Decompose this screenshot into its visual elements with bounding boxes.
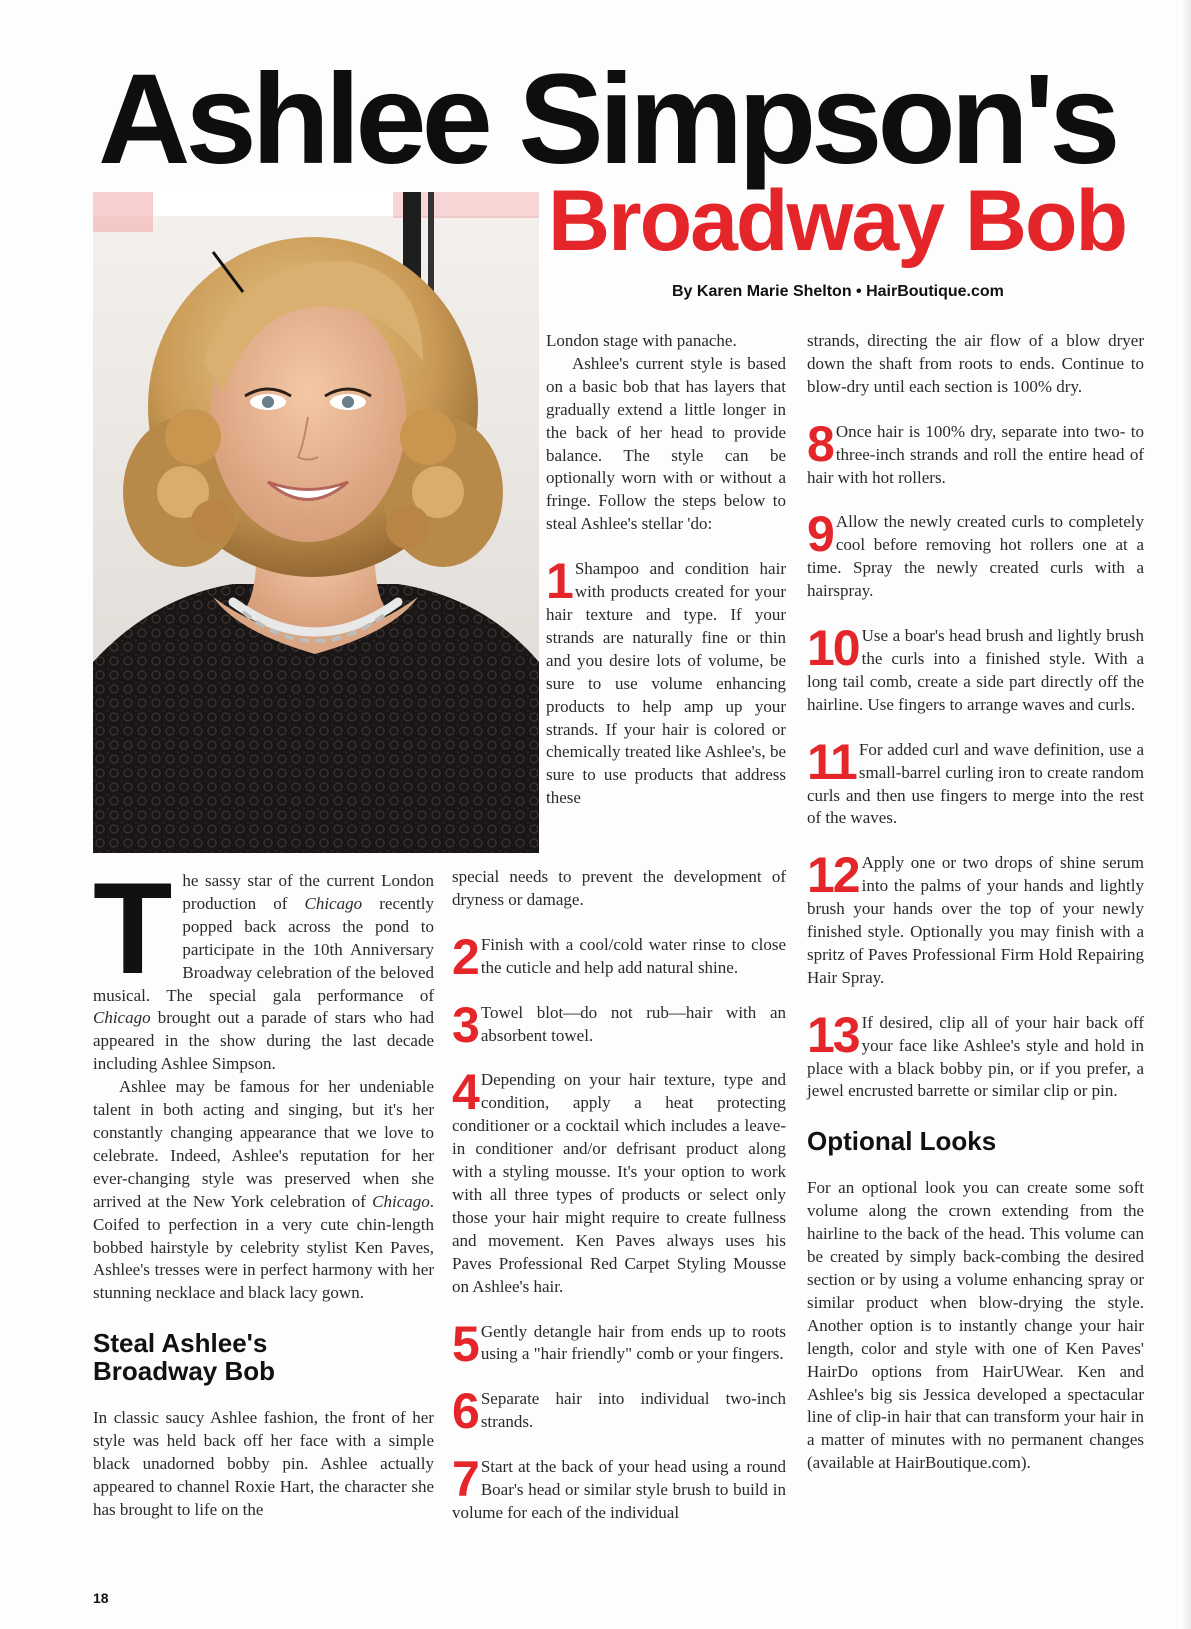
- step-number: 1: [546, 553, 572, 610]
- portrait-photo: [93, 192, 539, 853]
- intro-italic-1: Chicago: [304, 893, 363, 913]
- step-4: [452, 1064, 786, 1298]
- column-middle-top: [546, 330, 786, 810]
- step-number: 12: [807, 847, 859, 904]
- step-number: 13: [807, 1006, 859, 1063]
- intro-paragraph: [93, 855, 434, 1076]
- step-10: [807, 620, 1144, 717]
- page-number: 18: [93, 1590, 109, 1606]
- step-9: [807, 506, 1144, 603]
- step-text: Depending on your hair texture, type and condition, apply a heat protecting conditioner or a cocktail which includes a leave-in conditioner and/or defrisant product along with a styling mousse. It's your option to work with all three types of products or select only those your hair might require to create fullness and movement. Ken Paves always uses his Paves Professional Red Carpet Styling Mousse on Ashlee's hair.: [452, 1070, 786, 1296]
- step-2: [452, 928, 786, 985]
- step-8: [807, 415, 1144, 490]
- drop-cap: T: [93, 855, 173, 1001]
- optional-paragraph: For an optional look you can create some soft volume along the crown extending from the hairline to the back of the head. This volume can be created by simply back-combing the desired section or by using a volume enhancing spray or similar product when blow-drying the style. Another option is to instantly change your hair length, color and style with one of Ken Paves' HairDo options from HairUWear. Ken and Ashlee's big sis Jessica developed a spectacular line of clip-in hair that can transform your hair in a matter of minutes with no permanent changes (available at HairBoutique.com).: [807, 1178, 1144, 1473]
- step-number: 11: [807, 733, 856, 790]
- byline: By Karen Marie Shelton • HairBoutique.com: [672, 283, 1004, 300]
- intro-text-1: he sassy star of the current London production of: [182, 871, 434, 913]
- step-text: Towel blot—do not rub—hair with an absorbent towel.: [480, 1002, 786, 1045]
- step-text: Allow the newly created curls to completely cool before removing hot rollers one at a time. Spray the newly created curls with a hairspray.: [807, 512, 1144, 601]
- column-middle: [452, 866, 786, 1525]
- steal-paragraph: In classic saucy Ashlee fashion, the front of her style was held back off her face with a simple black unadorned bobby pin. Ashlee actually appeared to channel Roxie Hart, the character she has brought to life on the: [93, 1408, 434, 1519]
- step-1: [546, 553, 786, 810]
- step-text: Finish with a cool/cold water rinse to close the cuticle and help add natural shine.: [480, 934, 786, 977]
- step-7-cont: strands, directing the air flow of a blow dryer down the shaft from roots to ends. Continue to blow-dry until each section is 100% dry.: [807, 331, 1144, 396]
- steal-heading-line2: Broadway Bob: [93, 1356, 276, 1387]
- step-7: [452, 1451, 786, 1525]
- intro-paragraph-2: [93, 1076, 434, 1305]
- article-title: Ashlee Simpson's: [98, 48, 1116, 191]
- step-number: 7: [452, 1451, 478, 1508]
- step-number: 9: [807, 506, 833, 563]
- step-text: Start at the back of your head using a round Boar's head or similar style brush to build in volume for each of the individual: [452, 1457, 786, 1522]
- intro2-text-1: Ashlee may be famous for her undeniable talent in both acting and singing, but it's her constantly changing appearance that we love to celebrate. Indeed, Ashlee's reputation for her ever-changing style was preserved when she arrived at the New York celebration of: [93, 1077, 434, 1211]
- step-number: 8: [807, 415, 833, 472]
- step-text: Gently detangle hair from ends up to roots using a "hair friendly" comb or your fingers.: [480, 1321, 786, 1364]
- optional-heading: Optional Looks: [807, 1126, 997, 1157]
- step-number: 6: [452, 1383, 478, 1440]
- intro-text-3: brought out a parade of stars who had appeared in the show during the last decade including Ashlee Simpson.: [93, 1008, 434, 1074]
- step-text: Use a boar's head brush and lightly brush the curls into a finished style. With a long tail comb, create a side part directly off the hairline. Use fingers to arrange waves and curls.: [807, 626, 1144, 714]
- intro2-italic: Chicago: [372, 1191, 430, 1211]
- step-text: If desired, clip all of your hair back off your face like Ashlee's style and hold in place with a black bobby pin, or if you prefer, a jewel encrusted barrette or similar clip or pin.: [807, 1012, 1144, 1101]
- column-right: [807, 330, 1144, 1475]
- step-number: 3: [452, 996, 478, 1053]
- step-number: 10: [807, 620, 859, 677]
- step-text: Separate hair into individual two-inch strands.: [480, 1389, 786, 1432]
- intro2-text-2: . Coifed to perfection in a very cute chin-length bobbed hairstyle by celebrity stylist Ken Paves, Ashlee's tresses were in perfect harmony with her stunning necklace and black lacy gown.: [93, 1191, 434, 1303]
- step-text: For added curl and wave definition, use a small-barrel curling iron to create random curls and then use fingers to merge into the rest of the waves.: [807, 739, 1144, 828]
- column-left: [93, 855, 434, 1522]
- step-6: [452, 1383, 786, 1440]
- article-subtitle: Broadway Bob: [548, 173, 1127, 269]
- steal-paragraph-cont: London stage with panache.: [546, 331, 737, 350]
- step-text: Once hair is 100% dry, separate into two- to three-inch strands and roll the entire head of hair with hot rollers.: [807, 421, 1144, 487]
- step-11: [807, 733, 1144, 831]
- step-number: 5: [452, 1315, 478, 1372]
- steal-heading-line1: Steal Ashlee's: [93, 1328, 268, 1359]
- intro-italic-2: Chicago: [93, 1008, 151, 1028]
- step-text: Apply one or two drops of shine serum into the palms of your hands and lightly brush your hands over the top of your newly finished style. Optionally you may finish with a spritz of Paves Professional Firm Hold Repairing Hair Spray.: [807, 853, 1144, 987]
- step-1-cont: special needs to prevent the development of dryness or damage.: [452, 867, 786, 909]
- step-12: [807, 847, 1144, 989]
- step-3: [452, 996, 786, 1053]
- step-number: 2: [452, 928, 478, 985]
- page-edge-shadow: [1181, 0, 1191, 1629]
- style-paragraph: Ashlee's current style is based on a basic bob that has layers that gradually extend a little longer in the back of her head to provide balance. The style can be optionally worn with or without a fringe. Follow the steps below to steal Ashlee's stellar 'do:: [546, 353, 786, 534]
- step-5: [452, 1315, 786, 1372]
- intro-text-2: recently popped back across the pond to participate in the 10th Anniversary Broadway celebration of the beloved musical. The special gala performance of: [93, 893, 434, 1005]
- step-13: [807, 1006, 1144, 1104]
- steal-heading: [93, 1329, 434, 1385]
- step-number: 4: [452, 1064, 478, 1121]
- step-text: Shampoo and condition hair with products created for your hair texture and type. If your strands are naturally fine or thin and you desire lots of volume, be sure to use volume enhancing products to help amp up your strands. If your hair is colored or chemically treated like Ashlee's, be sure to use products that address these: [546, 559, 786, 808]
